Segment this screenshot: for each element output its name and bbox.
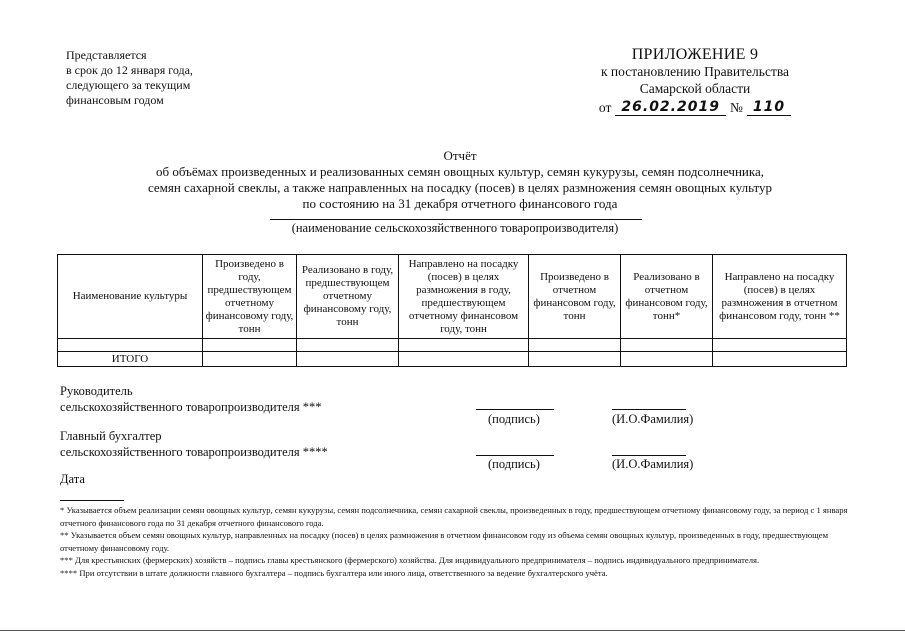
footnote: ** Указывается объем семян овощных культур, направленных на посадку (посев) в целях размножения в отчетном финансовом году из объема семян овощных культур, произведенных в году, предшествующем отчетному финансовому году. (60, 530, 829, 553)
appendix-line: к постановлению Правительства (600, 64, 790, 79)
decree-date-number (560, 99, 830, 116)
table-cell[interactable] (399, 339, 529, 352)
table-total-row (58, 352, 847, 367)
header-cell: Направлено на посадку (посев) в целях размножения в году, предшествующем отчетному финансовом году, тонн (399, 255, 529, 339)
accountant-signature-block (60, 428, 328, 460)
head-subtitle: сельскохозяйственного товаропроизводителя *** (60, 400, 322, 414)
accountant-title: Главный бухгалтер (60, 429, 162, 443)
header-cell: Наименование культуры (58, 255, 203, 339)
table-cell[interactable] (297, 339, 399, 352)
from-label: от (598, 100, 612, 115)
submission-note-line: следующего за текущим (66, 78, 191, 92)
submission-note-line: финансовым годом (66, 93, 164, 107)
header-cell: Реализовано в году, предшествующем отчетному финансовому году, тонн (297, 255, 399, 339)
accountant-sign-caption: (подпись) (488, 457, 540, 471)
report-title-line: Отчёт (443, 148, 477, 163)
total-label: ИТОГО (58, 352, 203, 367)
table-cell[interactable] (529, 339, 621, 352)
org-name-line (270, 219, 642, 220)
footnote: *** Для крестьянских (фермерских) хозяйств – подпись главы крестьянского (фермерского) хозяйства. Для индивидуального предпринимателя – подпись индивидуального предпринимателя. (60, 555, 760, 565)
accountant-sign-line (476, 455, 554, 456)
table-cell[interactable] (529, 352, 621, 367)
header-cell: Произведено в отчетном финансовом году, тонн (529, 255, 621, 339)
table-cell[interactable] (399, 352, 529, 367)
report-title (60, 148, 860, 212)
decree-date: 26.02.2019 (615, 100, 726, 116)
table-cell[interactable] (713, 352, 847, 367)
appendix-title: ПРИЛОЖЕНИЕ 9 (631, 46, 759, 63)
submission-note (66, 48, 236, 108)
table-cell[interactable] (713, 339, 847, 352)
number-label: № (729, 100, 743, 115)
org-name-caption: (наименование сельскохозяйственного товаропроизводителя) (291, 221, 619, 235)
accountant-subtitle: сельскохозяйственного товаропроизводителя **** (60, 445, 328, 459)
report-title-line: об объёмах произведенных и реализованных семян овощных культур, семян кукурузы, семян подсолнечника, (155, 164, 765, 179)
head-name-caption: (И.О.Фамилия) (612, 412, 694, 426)
report-title-line: по состоянию на 31 декабря отчетного финансового года (302, 196, 618, 211)
head-name-line (612, 409, 686, 410)
table-cell[interactable] (203, 352, 297, 367)
head-title: Руководитель (60, 384, 133, 398)
footnotes (60, 504, 855, 579)
table-cell[interactable] (203, 339, 297, 352)
header-cell: Реализовано в отчетном финансовом году, тонн* (621, 255, 713, 339)
report-title-line: семян сахарной свеклы, а также направленных на посадку (посев) в целях размножения семян овощных культур (147, 180, 773, 195)
appendix-header (560, 46, 830, 116)
head-sign-line (476, 409, 554, 410)
page-edge-line (0, 630, 905, 631)
header-cell: Произведено в году, предшествующем отчетному финансовому году, тонн (203, 255, 297, 339)
accountant-name-line (612, 455, 686, 456)
table-cell[interactable] (621, 339, 713, 352)
table-row (58, 339, 847, 352)
submission-note-line: Представляется (66, 48, 147, 62)
appendix-line: Самарской области (639, 81, 751, 96)
footnote: **** При отсутствии в штате должности главного бухгалтера – подпись бухгалтера или иного лица, ответственного за ведение бухгалтерского учёта. (60, 567, 608, 578)
date-label: Дата (60, 472, 85, 486)
footnote-rule (60, 500, 124, 501)
report-table (57, 254, 847, 367)
head-sign-caption: (подпись) (488, 412, 540, 426)
decree-number: 110 (747, 100, 791, 116)
footnote: * Указывается объем реализации семян овощных культур, семян кукурузы, семян подсолнечника, семян сахарной свеклы, произведенных в году, предшествующем отчетному финансовому году, за период с 1 января отчетного финансового года по 31 декабря отчетного финансового года. (60, 505, 848, 528)
table-cell[interactable] (58, 339, 203, 352)
header-cell: Направлено на посадку (посев) в целях размножения в отчетном финансовом году, тонн ** (713, 255, 847, 339)
table-header-row (58, 255, 847, 339)
submission-note-line: в срок до 12 января года, (66, 63, 193, 77)
head-signature-block (60, 383, 322, 415)
table-cell[interactable] (297, 352, 399, 367)
accountant-name-caption: (И.О.Фамилия) (612, 457, 694, 471)
table-cell[interactable] (621, 352, 713, 367)
